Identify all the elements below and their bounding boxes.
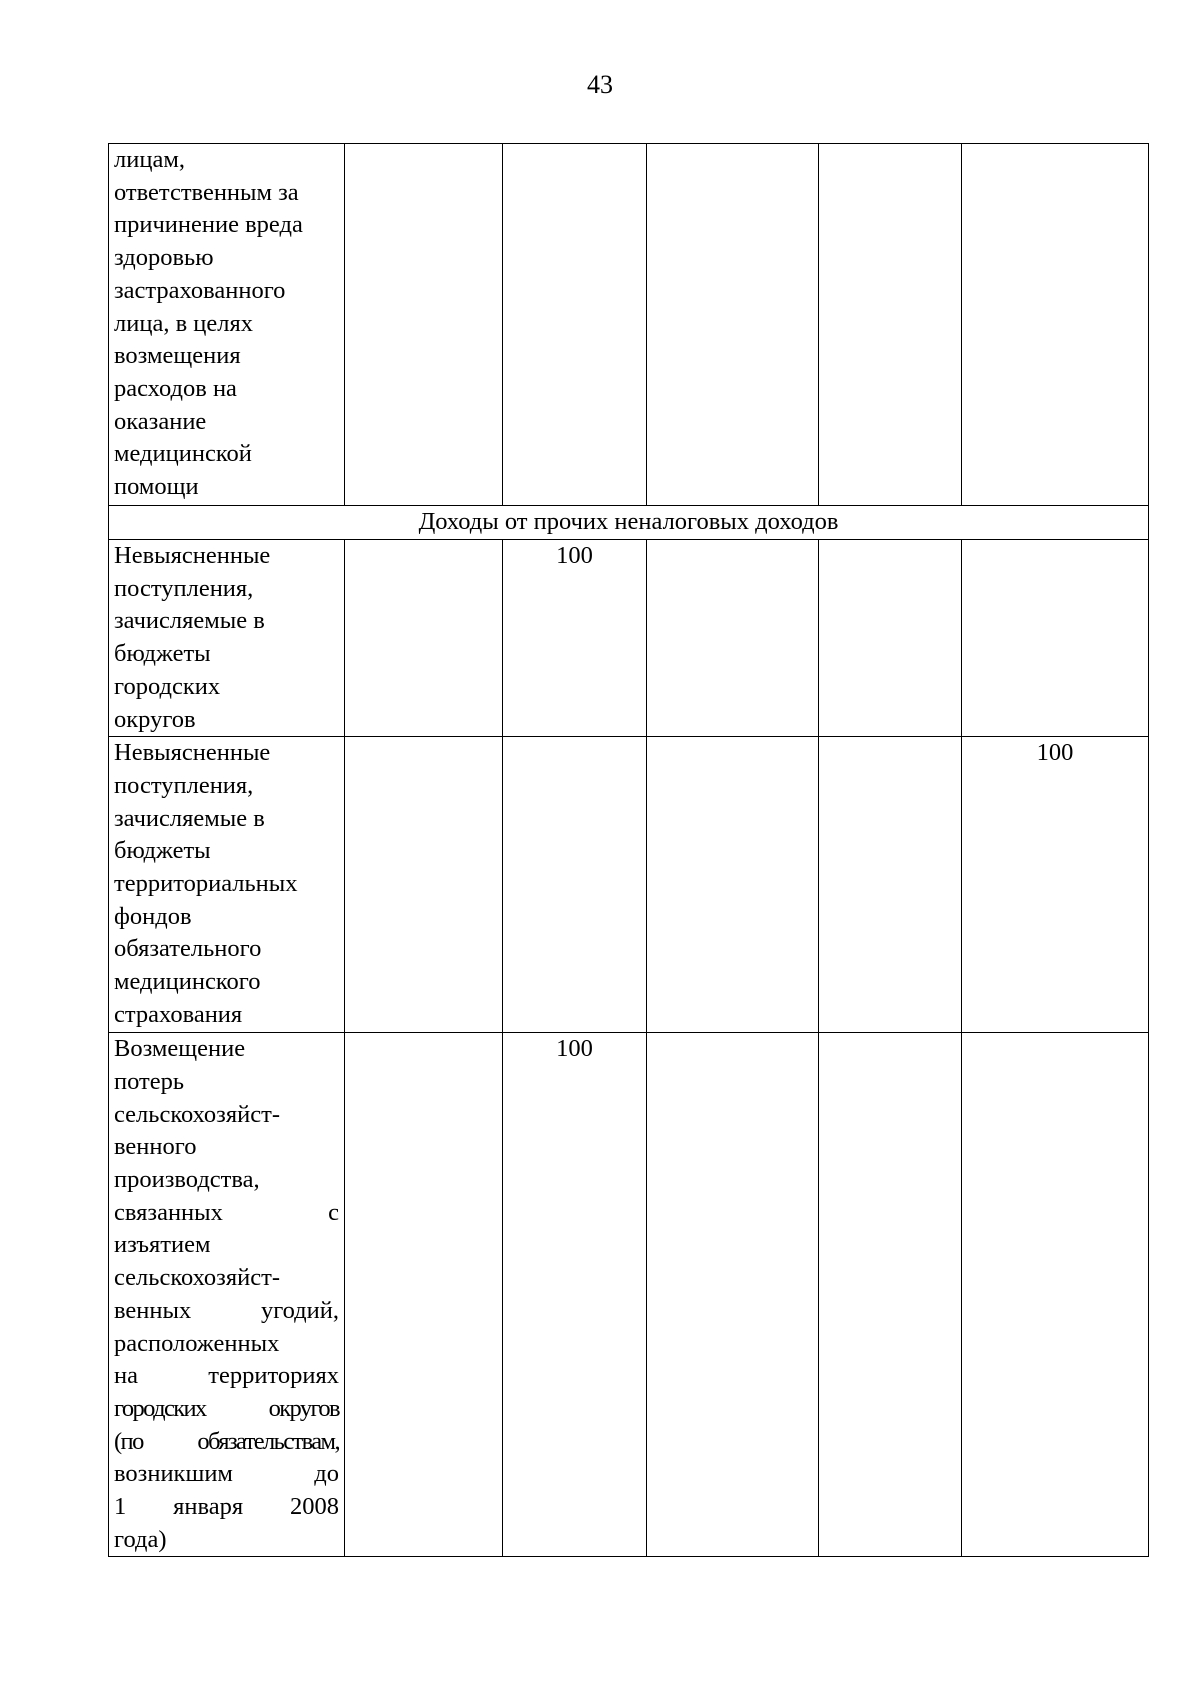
name-line: городских округов: [114, 1394, 339, 1422]
value-cell: [345, 540, 503, 737]
value-cell: [647, 737, 819, 1033]
name-line: года): [114, 1525, 167, 1553]
name-line: 1 января 2008: [114, 1493, 339, 1521]
name-line: венного: [114, 1133, 197, 1161]
value-cell: 100: [962, 737, 1149, 1033]
name-line: возникшим до: [114, 1460, 339, 1488]
value-cell: [819, 1033, 962, 1557]
value-cell: [962, 540, 1149, 737]
name-line: (по обязательствам,: [114, 1427, 339, 1455]
value-cell: 100: [503, 540, 647, 737]
value-cell: [962, 1033, 1149, 1557]
table-row: [109, 737, 1149, 1033]
name-line: сельскохозяйст-: [114, 1100, 280, 1128]
name-line: сельскохозяйст-: [114, 1264, 280, 1292]
value-cell: [503, 737, 647, 1033]
section-header-row: [109, 506, 1149, 540]
value-cell: [819, 737, 962, 1033]
table-row: [109, 540, 1149, 737]
revenue-name-cell: Невыясненные поступления, зачисляемые в бюджеты территориальных фондов обязательного медицинского страхования: [109, 737, 345, 1033]
revenue-name-cell: Невыясненные поступления, зачисляемые в бюджеты городских округов: [109, 540, 345, 737]
name-line: Возмещение: [114, 1035, 246, 1063]
revenue-name-cell: [109, 1033, 345, 1557]
value-cell: [647, 540, 819, 737]
value-cell: 100: [503, 1033, 647, 1557]
value-cell: [819, 144, 962, 506]
name-line: производства,: [114, 1166, 260, 1194]
section-header: Доходы от прочих неналоговых доходов: [109, 506, 1149, 540]
table-row: [109, 144, 1149, 506]
value-cell: [962, 144, 1149, 506]
revenue-distribution-table: [108, 143, 1149, 1557]
value-cell: [647, 144, 819, 506]
name-line: изъятием: [114, 1231, 211, 1259]
table-row: [109, 1033, 1149, 1557]
name-line: потерь: [114, 1067, 185, 1095]
value-cell: [647, 1033, 819, 1557]
page-number: 43: [587, 70, 613, 99]
value-cell: [345, 144, 503, 506]
value-cell: [345, 1033, 503, 1557]
revenue-name-cell: лицам, ответственным за причинение вреда здоровью застрахованного лица, в целях возмещения расходов на оказание медицинской помощи: [109, 144, 345, 506]
name-line: венных угодий,: [114, 1296, 339, 1324]
value-cell: [819, 540, 962, 737]
value-cell: [503, 144, 647, 506]
name-line: расположенных: [114, 1329, 280, 1357]
name-line: связанных с: [114, 1198, 339, 1226]
name-line: на территориях: [114, 1362, 339, 1390]
value-cell: [345, 737, 503, 1033]
